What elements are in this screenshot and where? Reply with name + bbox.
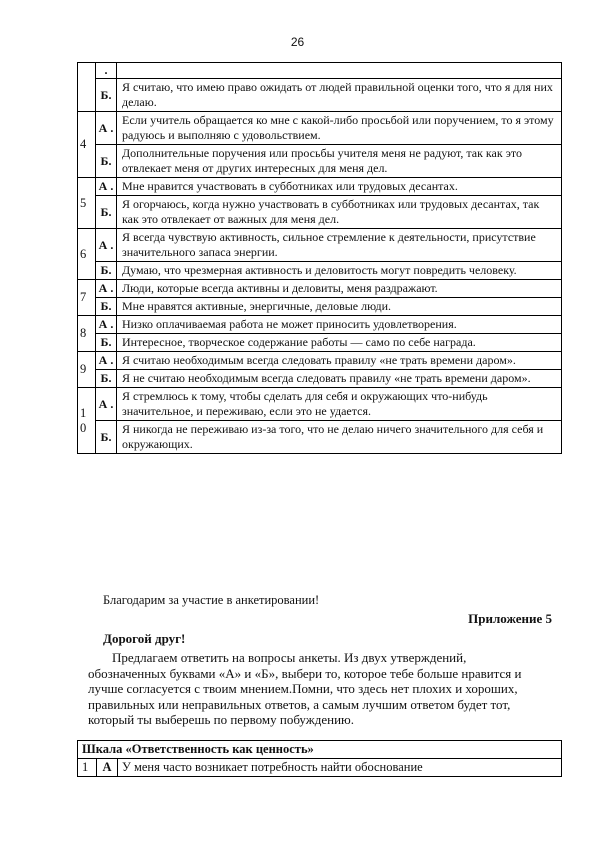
question-number: 8	[78, 316, 96, 352]
question-row	[78, 280, 562, 298]
option-letter: .	[96, 63, 117, 79]
option-text: Я никогда не переживаю из-за того, что не делаю ничего значительного для себя и окружающих.	[117, 421, 562, 454]
scale-row-number: 1	[78, 759, 97, 777]
option-text: Мне нравятся активные, энергичные, деловые люди.	[117, 298, 562, 316]
option-letter: Б.	[96, 421, 117, 454]
scale-row-text: У меня часто возникает потребность найти обоснование	[118, 759, 562, 777]
question-row	[78, 79, 562, 112]
option-letter: А .	[96, 316, 117, 334]
scale-table	[77, 740, 562, 777]
option-text: Я огорчаюсь, когда нужно участвовать в субботниках или трудовых десантах, так как это отвлекает от важных для меня дел.	[117, 196, 562, 229]
appendix-title: Приложение 5	[468, 611, 552, 626]
option-letter: А .	[96, 352, 117, 370]
option-letter: А .	[96, 112, 117, 145]
option-text: Я не считаю необходимым всегда следовать правилу «не трать времени даром».	[117, 370, 562, 388]
option-letter: А .	[96, 229, 117, 262]
option-text: Если учитель обращается ко мне с какой-либо просьбой или поручением, то я этому радуюсь и выполняю с удовольствием.	[117, 112, 562, 145]
option-letter: А .	[96, 178, 117, 196]
question-row	[78, 112, 562, 145]
intro-paragraph	[88, 650, 546, 728]
questionnaire-table	[77, 62, 562, 454]
option-text: Мне нравится участвовать в субботниках или трудовых десантах.	[117, 178, 562, 196]
question-row	[78, 370, 562, 388]
question-row	[78, 352, 562, 370]
option-text: Дополнительные поручения или просьбы учителя меня не радуют, так как это отвлекает меня от других интересных для меня дел.	[117, 145, 562, 178]
question-row	[78, 316, 562, 334]
question-number: 6	[78, 229, 96, 280]
scale-row-letter: А	[97, 759, 118, 777]
question-row	[78, 298, 562, 316]
intro-text: Предлагаем ответить на вопросы анкеты. Из двух утверждений, обозначенных буквами «А» и «Б», выбери то, которое тебе больше нравится и лучше согласуется с твоим мнением.Помни, что здесь нет плохих и хороших, правильных или неправильных ответов, а самым лучшим ответом будет тот, который ты выберешь по первому побуждению.	[88, 650, 522, 727]
scale-header-row	[78, 741, 562, 759]
question-row	[78, 63, 562, 79]
option-letter: Б.	[96, 196, 117, 229]
question-row	[78, 196, 562, 229]
option-letter: А .	[96, 388, 117, 421]
question-number: 7	[78, 280, 96, 316]
greeting: Дорогой друг!	[103, 631, 186, 646]
option-text: Я считаю необходимым всегда следовать правилу «не трать времени даром».	[117, 352, 562, 370]
question-number	[78, 63, 96, 112]
option-letter: Б.	[96, 262, 117, 280]
question-number: 5	[78, 178, 96, 229]
question-row	[78, 421, 562, 454]
question-row	[78, 334, 562, 352]
option-text: Низко оплачиваемая работа не может приносить удовлетворения.	[117, 316, 562, 334]
option-text: Думаю, что чрезмерная активность и деловитость могут повредить человеку.	[117, 262, 562, 280]
question-row	[78, 229, 562, 262]
option-letter: Б.	[96, 79, 117, 112]
question-number: 9	[78, 352, 96, 388]
option-letter: А .	[96, 280, 117, 298]
question-number: 1 0	[78, 388, 96, 454]
question-number: 4	[78, 112, 96, 178]
option-text	[117, 63, 562, 79]
question-row	[78, 145, 562, 178]
option-letter: Б.	[96, 145, 117, 178]
option-text: Я считаю, что имею право ожидать от людей правильной оценки того, что я для них делаю.	[117, 79, 562, 112]
question-row	[78, 388, 562, 421]
page-number: 26	[290, 35, 305, 49]
question-row	[78, 178, 562, 196]
option-text: Интересное, творческое содержание работы — само по себе награда.	[117, 334, 562, 352]
scale-row	[78, 759, 562, 777]
option-letter: Б.	[96, 298, 117, 316]
option-letter: Б.	[96, 370, 117, 388]
scale-header: Шкала «Ответственность как ценность»	[78, 741, 562, 759]
option-text: Я всегда чувствую активность, сильное стремление к деятельности, присутствие значительного запаса энергии.	[117, 229, 562, 262]
option-text: Люди, которые всегда активны и деловиты, меня раздражают.	[117, 280, 562, 298]
thanks-text: Благодарим за участие в анкетировании!	[103, 593, 320, 607]
option-text: Я стремлюсь к тому, чтобы сделать для себя и окружающих что-нибудь значительное, и переживаю, если это не удается.	[117, 388, 562, 421]
question-row	[78, 262, 562, 280]
option-letter: Б.	[96, 334, 117, 352]
